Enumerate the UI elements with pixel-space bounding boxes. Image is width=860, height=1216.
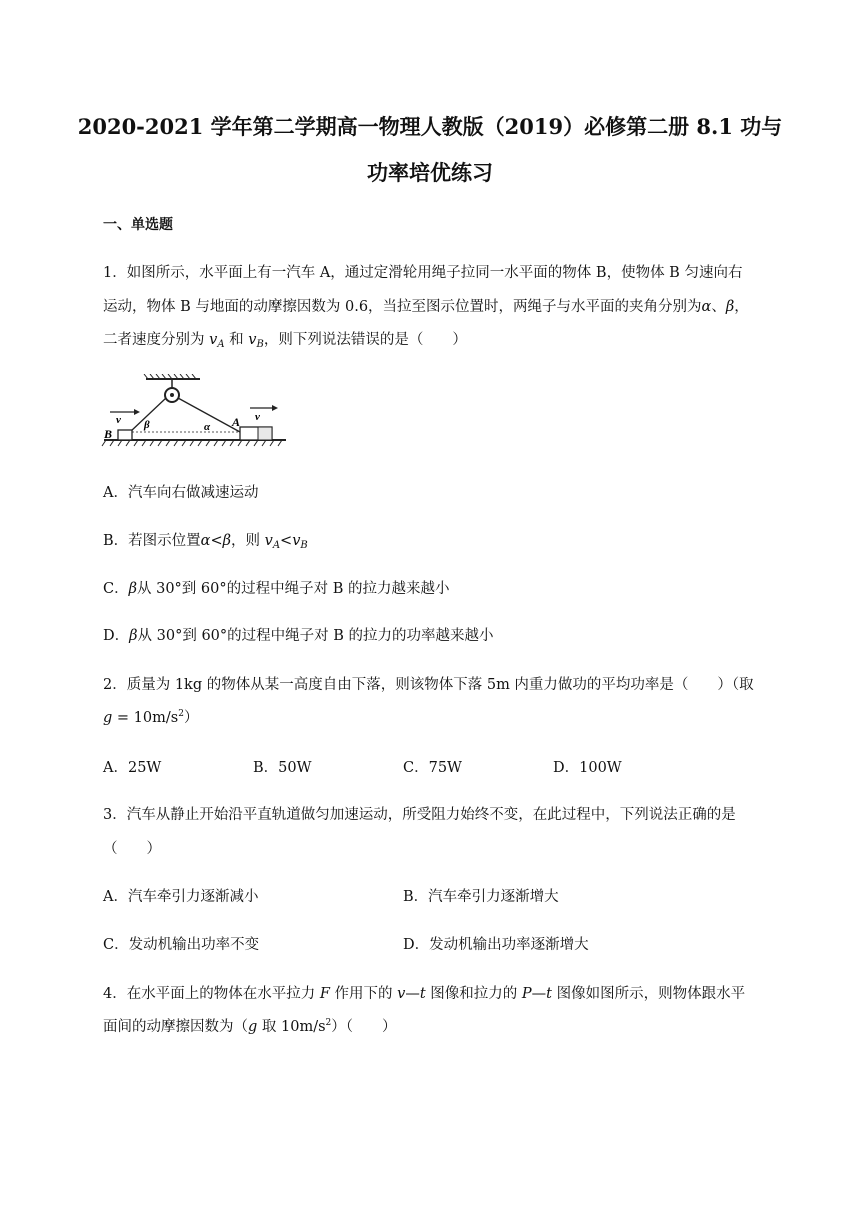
g-symbol: g [248, 1019, 258, 1035]
q4-line2-b: 取 10m/s [257, 1019, 326, 1035]
subscript-B: B [300, 540, 308, 551]
q3-option-D: D．发动机输出功率逐渐增大 [403, 937, 589, 953]
q2-option-B: B．50W [253, 760, 312, 776]
label-beta: β [144, 419, 150, 431]
v-symbol: v [209, 332, 218, 348]
q4-line2-c: ）（ ） [331, 1019, 397, 1035]
label-vB: v [116, 414, 121, 426]
q2-option-C: C．75W [403, 760, 462, 776]
v-symbol: v [397, 986, 406, 1002]
q2-line2 [103, 711, 198, 726]
subscript-A: A [272, 540, 281, 551]
alpha-symbol: α [701, 299, 712, 315]
separator: 、 [711, 299, 726, 315]
label-A: A [232, 415, 241, 429]
q3-option-A: A．汽车牵引力逐渐减小 [103, 889, 259, 905]
q3-line1: 3．汽车从静止开始沿平直轨道做匀加速运动，所受阻力始终不变，在此过程中，下列说法正确的是 [103, 807, 736, 823]
q1-line1: 1．如图所示，水平面上有一汽车 A，通过定滑轮用绳子拉同一水平面的物体 B，使物体 B 匀速向右 [103, 265, 743, 281]
q1-line3-pre: 二者速度分别为 [103, 332, 210, 348]
lt-sign: < [210, 533, 223, 549]
g-symbol: g [103, 710, 113, 726]
v-symbol: v [292, 533, 301, 549]
q1-option-B [103, 534, 308, 549]
superscript-2: 2 [178, 709, 184, 719]
t-symbol: t [546, 986, 552, 1002]
q2-line2-post: = 10m/s [112, 710, 179, 726]
q1-line3 [103, 333, 467, 348]
optC-post: 从 30°到 60°的过程中绳子对 B 的拉力越来越小 [137, 581, 450, 597]
q3-line2: （ ） [103, 841, 161, 857]
pulley-diagram [100, 374, 290, 456]
v-symbol: v [264, 533, 273, 549]
subscript-A: A [217, 339, 225, 350]
q1-line3-post: ，则下列说法错误的是（ ） [263, 332, 467, 348]
q4-line2-a: 面间的动摩擦因数为（ [103, 1019, 248, 1035]
label-B: B [104, 427, 113, 441]
q4-c: 图像和拉力的 [425, 986, 522, 1002]
block-B [118, 430, 132, 440]
pulley-axle [170, 393, 174, 397]
lt-sign: < [280, 533, 293, 549]
velocity-B-arrowhead [134, 409, 140, 415]
dash: — [405, 986, 420, 1002]
q4-line1 [103, 987, 745, 1002]
superscript-2: 2 [325, 1018, 332, 1028]
label-alpha: α [204, 421, 211, 433]
section-heading: 一、单选题 [103, 217, 173, 233]
q4-a: 4．在水平面上的物体在水平拉力 [103, 986, 320, 1002]
P-symbol: P [521, 986, 532, 1002]
optD-pre: D． [103, 628, 130, 644]
q1-option-A: A．汽车向右做减速运动 [103, 485, 259, 501]
beta-symbol: β [725, 299, 735, 315]
dash: — [531, 986, 547, 1002]
q2-line1: 2．质量为 1kg 的物体从某一高度自由下落，则该物体下落 5m 内重力做功的平均功率是（ ）（取 [103, 677, 754, 693]
beta-symbol: β [129, 628, 138, 644]
beta-symbol: β [128, 581, 137, 597]
beta-symbol: β [222, 533, 231, 549]
optB-pre: B．若图示位置 [103, 533, 201, 549]
label-vA: v [255, 411, 260, 423]
q4-line2 [103, 1020, 397, 1035]
comma: ， [734, 299, 749, 315]
q1-line2-text: 运动，物体 B 与地面的动摩擦因数为 0.6，当拉至图示位置时，两绳子与水平面的夹角分别为 [103, 299, 702, 315]
q1-option-C [103, 582, 450, 597]
optC-pre: C． [103, 581, 129, 597]
q3-option-B: B．汽车牵引力逐渐增大 [403, 889, 559, 905]
v-symbol: v [248, 332, 257, 348]
optB-mid: ，则 [231, 533, 265, 549]
velocity-A-arrowhead [272, 405, 278, 411]
and-text: 和 [224, 332, 249, 348]
q2-option-A: A．25W [103, 760, 162, 776]
page-title-line1: 2020-2021 学年第二学期高一物理人教版（2019）必修第二册 8.1 功与 [77, 114, 783, 139]
optD-post: 从 30°到 60°的过程中绳子对 B 的拉力的功率越来越小 [137, 628, 494, 644]
F-symbol: F [319, 986, 330, 1002]
t-symbol: t [419, 986, 426, 1002]
q1-line2 [103, 300, 749, 315]
car-A-cab [258, 427, 272, 440]
alpha-symbol: α [200, 533, 211, 549]
page-title-line2: 功率培优练习 [367, 160, 493, 185]
q4-d: 图像如图所示，则物体跟水平 [551, 986, 746, 1002]
q1-option-D [103, 629, 494, 644]
subscript-B: B [256, 339, 264, 350]
q3-option-C: C．发动机输出功率不变 [103, 937, 260, 953]
q2-option-D: D．100W [553, 760, 622, 776]
q2-close: ） [183, 710, 199, 726]
q4-b: 作用下的 [329, 986, 398, 1002]
